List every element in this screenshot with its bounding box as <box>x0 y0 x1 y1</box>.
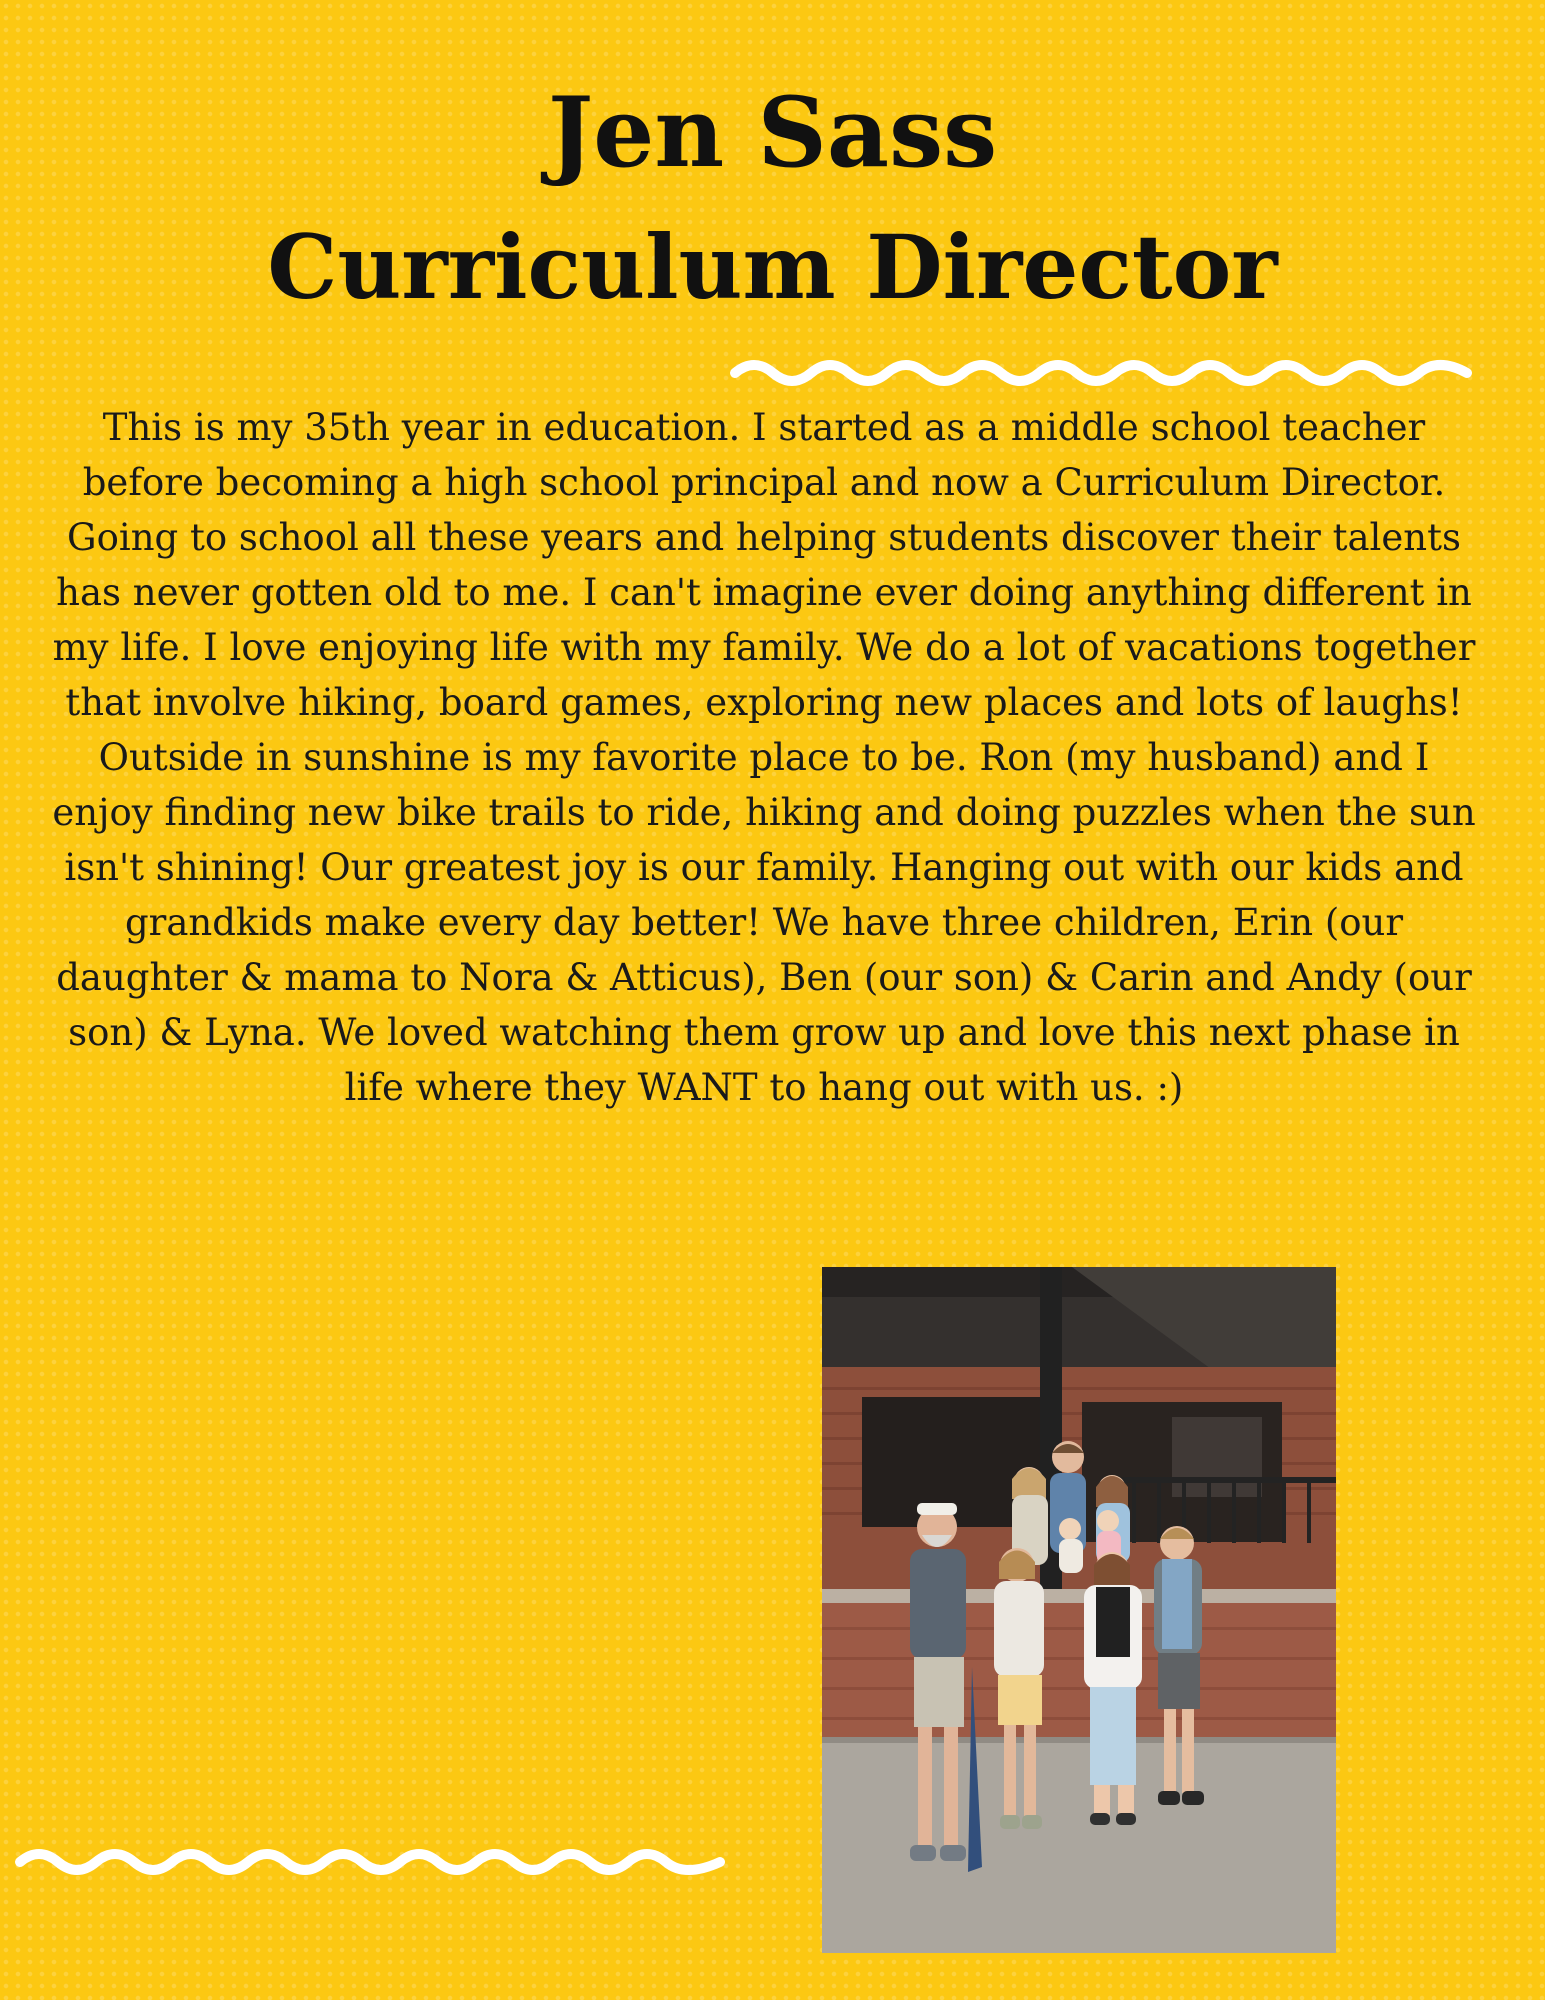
decorative-squiggle-bottom <box>10 1842 730 1882</box>
decorative-squiggle-top <box>725 353 1477 393</box>
family-photo <box>822 1267 1336 1953</box>
job-title: Curriculum Director <box>267 215 1278 319</box>
family-photo-illustration <box>822 1267 1336 1953</box>
person-name: Jen Sass <box>547 76 998 189</box>
bio-paragraph: This is my 35th year in education. I started as a middle school teacher before becoming a high school principal and now a Curriculum Director. Going to school all these years and helping students discover their talents has never gotten old to me. I can't imagine ever doing anything different in my life. I love enjoying life with my family. We do a lot of vacations together that involve hiking, board games, exploring new places and lots of laughs! Outside in sunshine is my favorite place to be. Ron (my husband) and I enjoy finding new bike trails to ride, hiking and doing puzzles when the sun isn't shining! Our greatest joy is our family. Hanging out with our kids and grandkids make every day better! We have three children, Erin (our daughter & mama to Nora & Atticus), Ben (our son) & Carin and Andy (our son) & Lyna. We loved watching them grow up and love this next phase in life where they WANT to hang out with us. :) <box>52 406 1476 1109</box>
